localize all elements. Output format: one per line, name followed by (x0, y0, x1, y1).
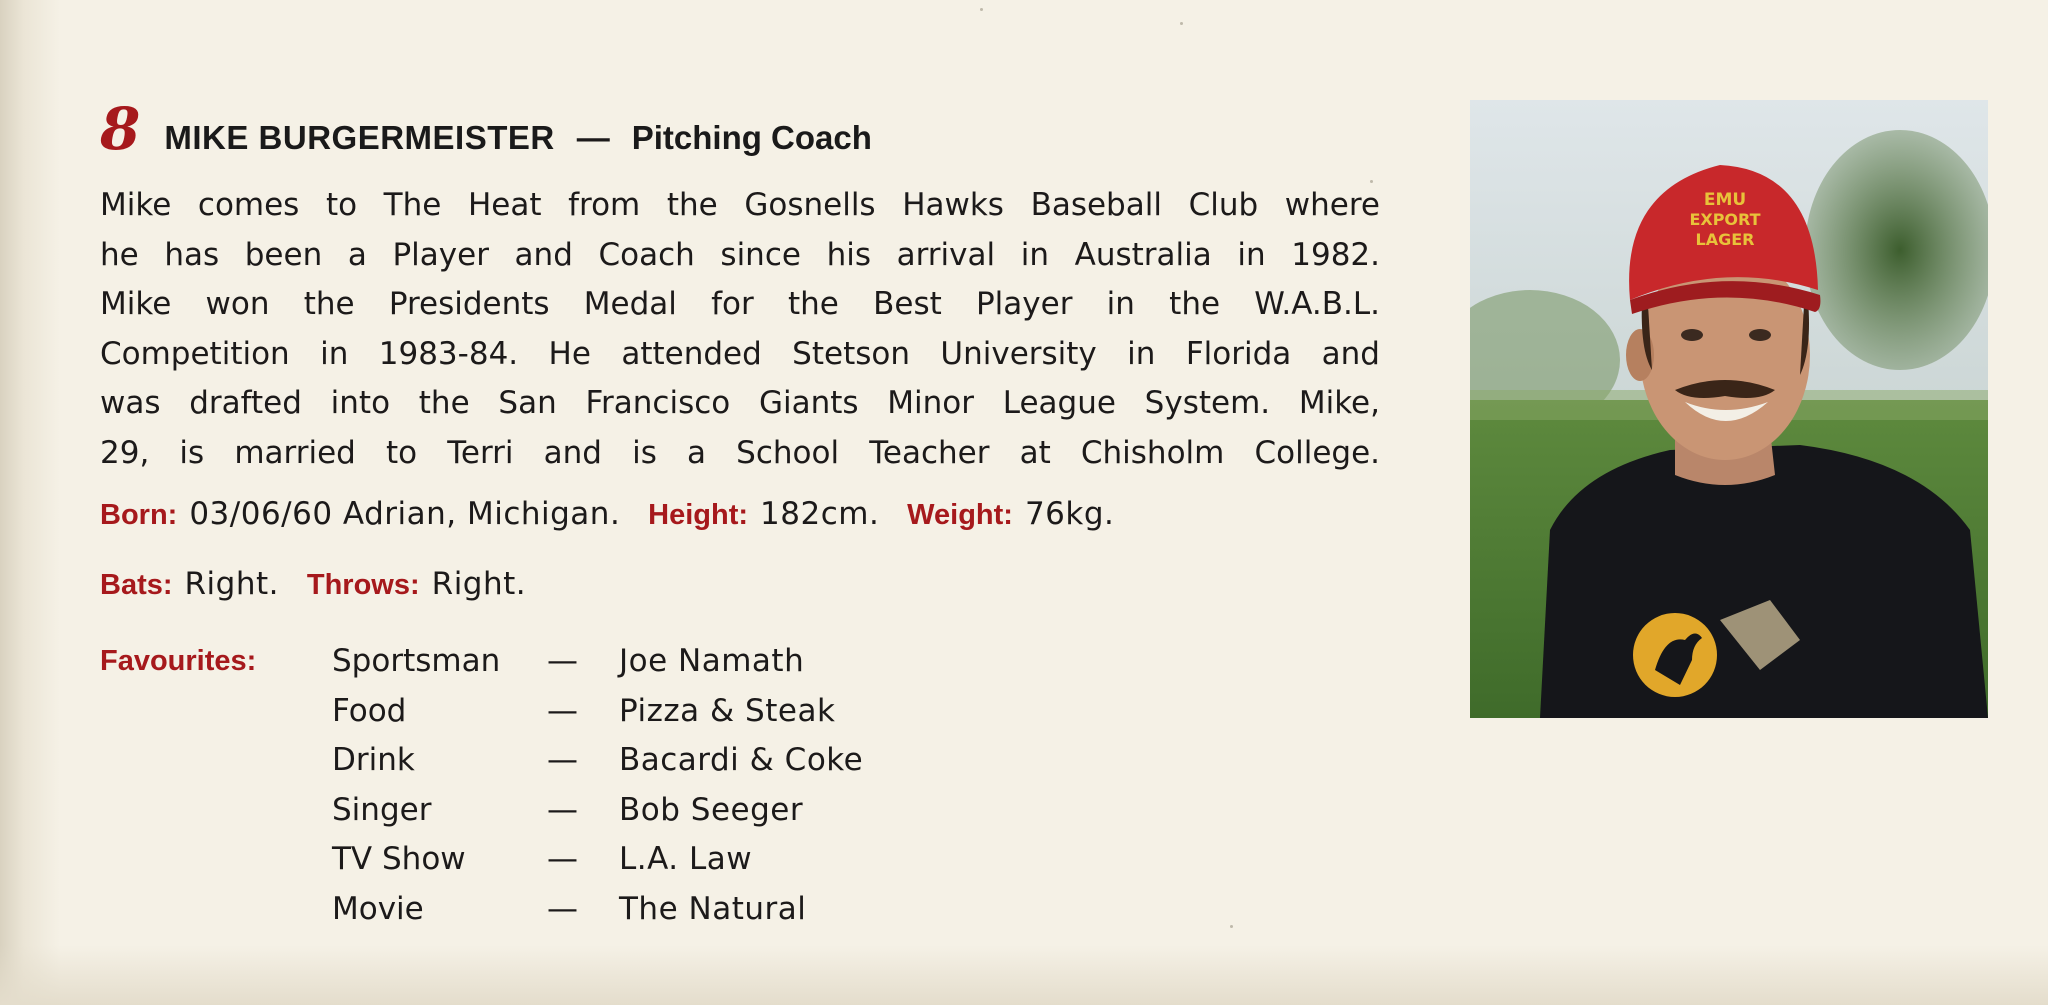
favourite-value: Joe Namath (619, 643, 805, 679)
header-dash: — (576, 119, 610, 156)
bats-throws-row (100, 566, 1390, 616)
profile-header (100, 95, 1390, 165)
favourite-value: L.A. Law (619, 841, 753, 877)
favourite-item (332, 785, 863, 835)
player-photo-illustration (1470, 100, 1988, 718)
favourite-dash: — (547, 643, 578, 679)
born-value: 03/06/60 Adrian, Michigan. (189, 496, 621, 532)
favourite-item (332, 636, 863, 686)
bio-line: Mike comes to The Heat from the Gosnells Hawks Baseball Club where (100, 187, 1380, 223)
favourite-dash: — (547, 841, 578, 877)
paper-speck (1180, 22, 1183, 25)
height-label: Height: (648, 499, 749, 531)
cap-text-line: EXPORT (1689, 210, 1761, 229)
favourite-category: Singer (332, 791, 432, 828)
favourite-category: TV Show (332, 841, 466, 877)
favourites-label: Favourites: (100, 645, 257, 677)
favourite-value: Pizza & Steak (619, 692, 836, 729)
paper-speck (980, 8, 983, 11)
favourite-dash: — (547, 692, 578, 729)
bio-line: Competition in 1983-84. He attended Stetson University in Florida and (100, 335, 1380, 372)
favourite-dash: — (547, 890, 578, 927)
bio-line: Mike won the Presidents Medal for the Best Player in the W.A.B.L. (100, 286, 1380, 322)
favourite-item (332, 686, 863, 736)
cap-text-line: LAGER (1695, 230, 1755, 249)
vital-stats-row (100, 496, 1390, 546)
favourite-dash: — (547, 791, 578, 828)
player-profile (100, 95, 1390, 933)
bio-line: 29, is married to Terri and is a School Teacher at Chisholm College. (100, 434, 1380, 471)
favourite-dash: — (547, 742, 578, 778)
bio-line: he has been a Player and Coach since his arrival in Australia in 1982. (100, 236, 1380, 273)
favourites-section (100, 636, 1390, 933)
favourite-category: Food (332, 692, 407, 729)
favourite-category: Drink (332, 742, 415, 778)
bats-value: Right. (184, 566, 280, 602)
throws-label: Throws: (306, 569, 420, 601)
page-binding-shadow (0, 0, 60, 1005)
favourite-value: Bacardi & Coke (619, 742, 864, 778)
bio-paragraph (100, 181, 1390, 478)
favourite-value: The Natural (619, 890, 807, 927)
favourite-category: Movie (332, 890, 424, 927)
jersey-number: 8 (100, 95, 141, 163)
bats-label: Bats: (100, 569, 173, 601)
favourite-item (332, 884, 863, 934)
player-photo (1470, 100, 1988, 718)
bio-line: was drafted into the San Francisco Giants Minor League System. Mike, (100, 385, 1380, 421)
favourites-list (332, 636, 863, 933)
paper-speck (1230, 925, 1233, 928)
weight-value: 76kg. (1024, 496, 1115, 532)
paper-speck (1370, 180, 1373, 183)
favourite-item (332, 834, 863, 884)
favourite-category: Sportsman (332, 643, 501, 679)
throws-value: Right. (431, 566, 527, 602)
height-value: 182cm. (760, 496, 880, 532)
player-role: Pitching Coach (631, 119, 872, 156)
born-label: Born: (100, 499, 178, 531)
player-name: MIKE BURGERMEISTER (164, 119, 555, 156)
favourite-value: Bob Seeger (619, 791, 804, 828)
weight-label: Weight: (907, 499, 1013, 531)
favourite-item (332, 735, 863, 785)
page-bottom-shadow (0, 945, 2048, 1005)
cap-text-line: EMU (1703, 190, 1747, 210)
